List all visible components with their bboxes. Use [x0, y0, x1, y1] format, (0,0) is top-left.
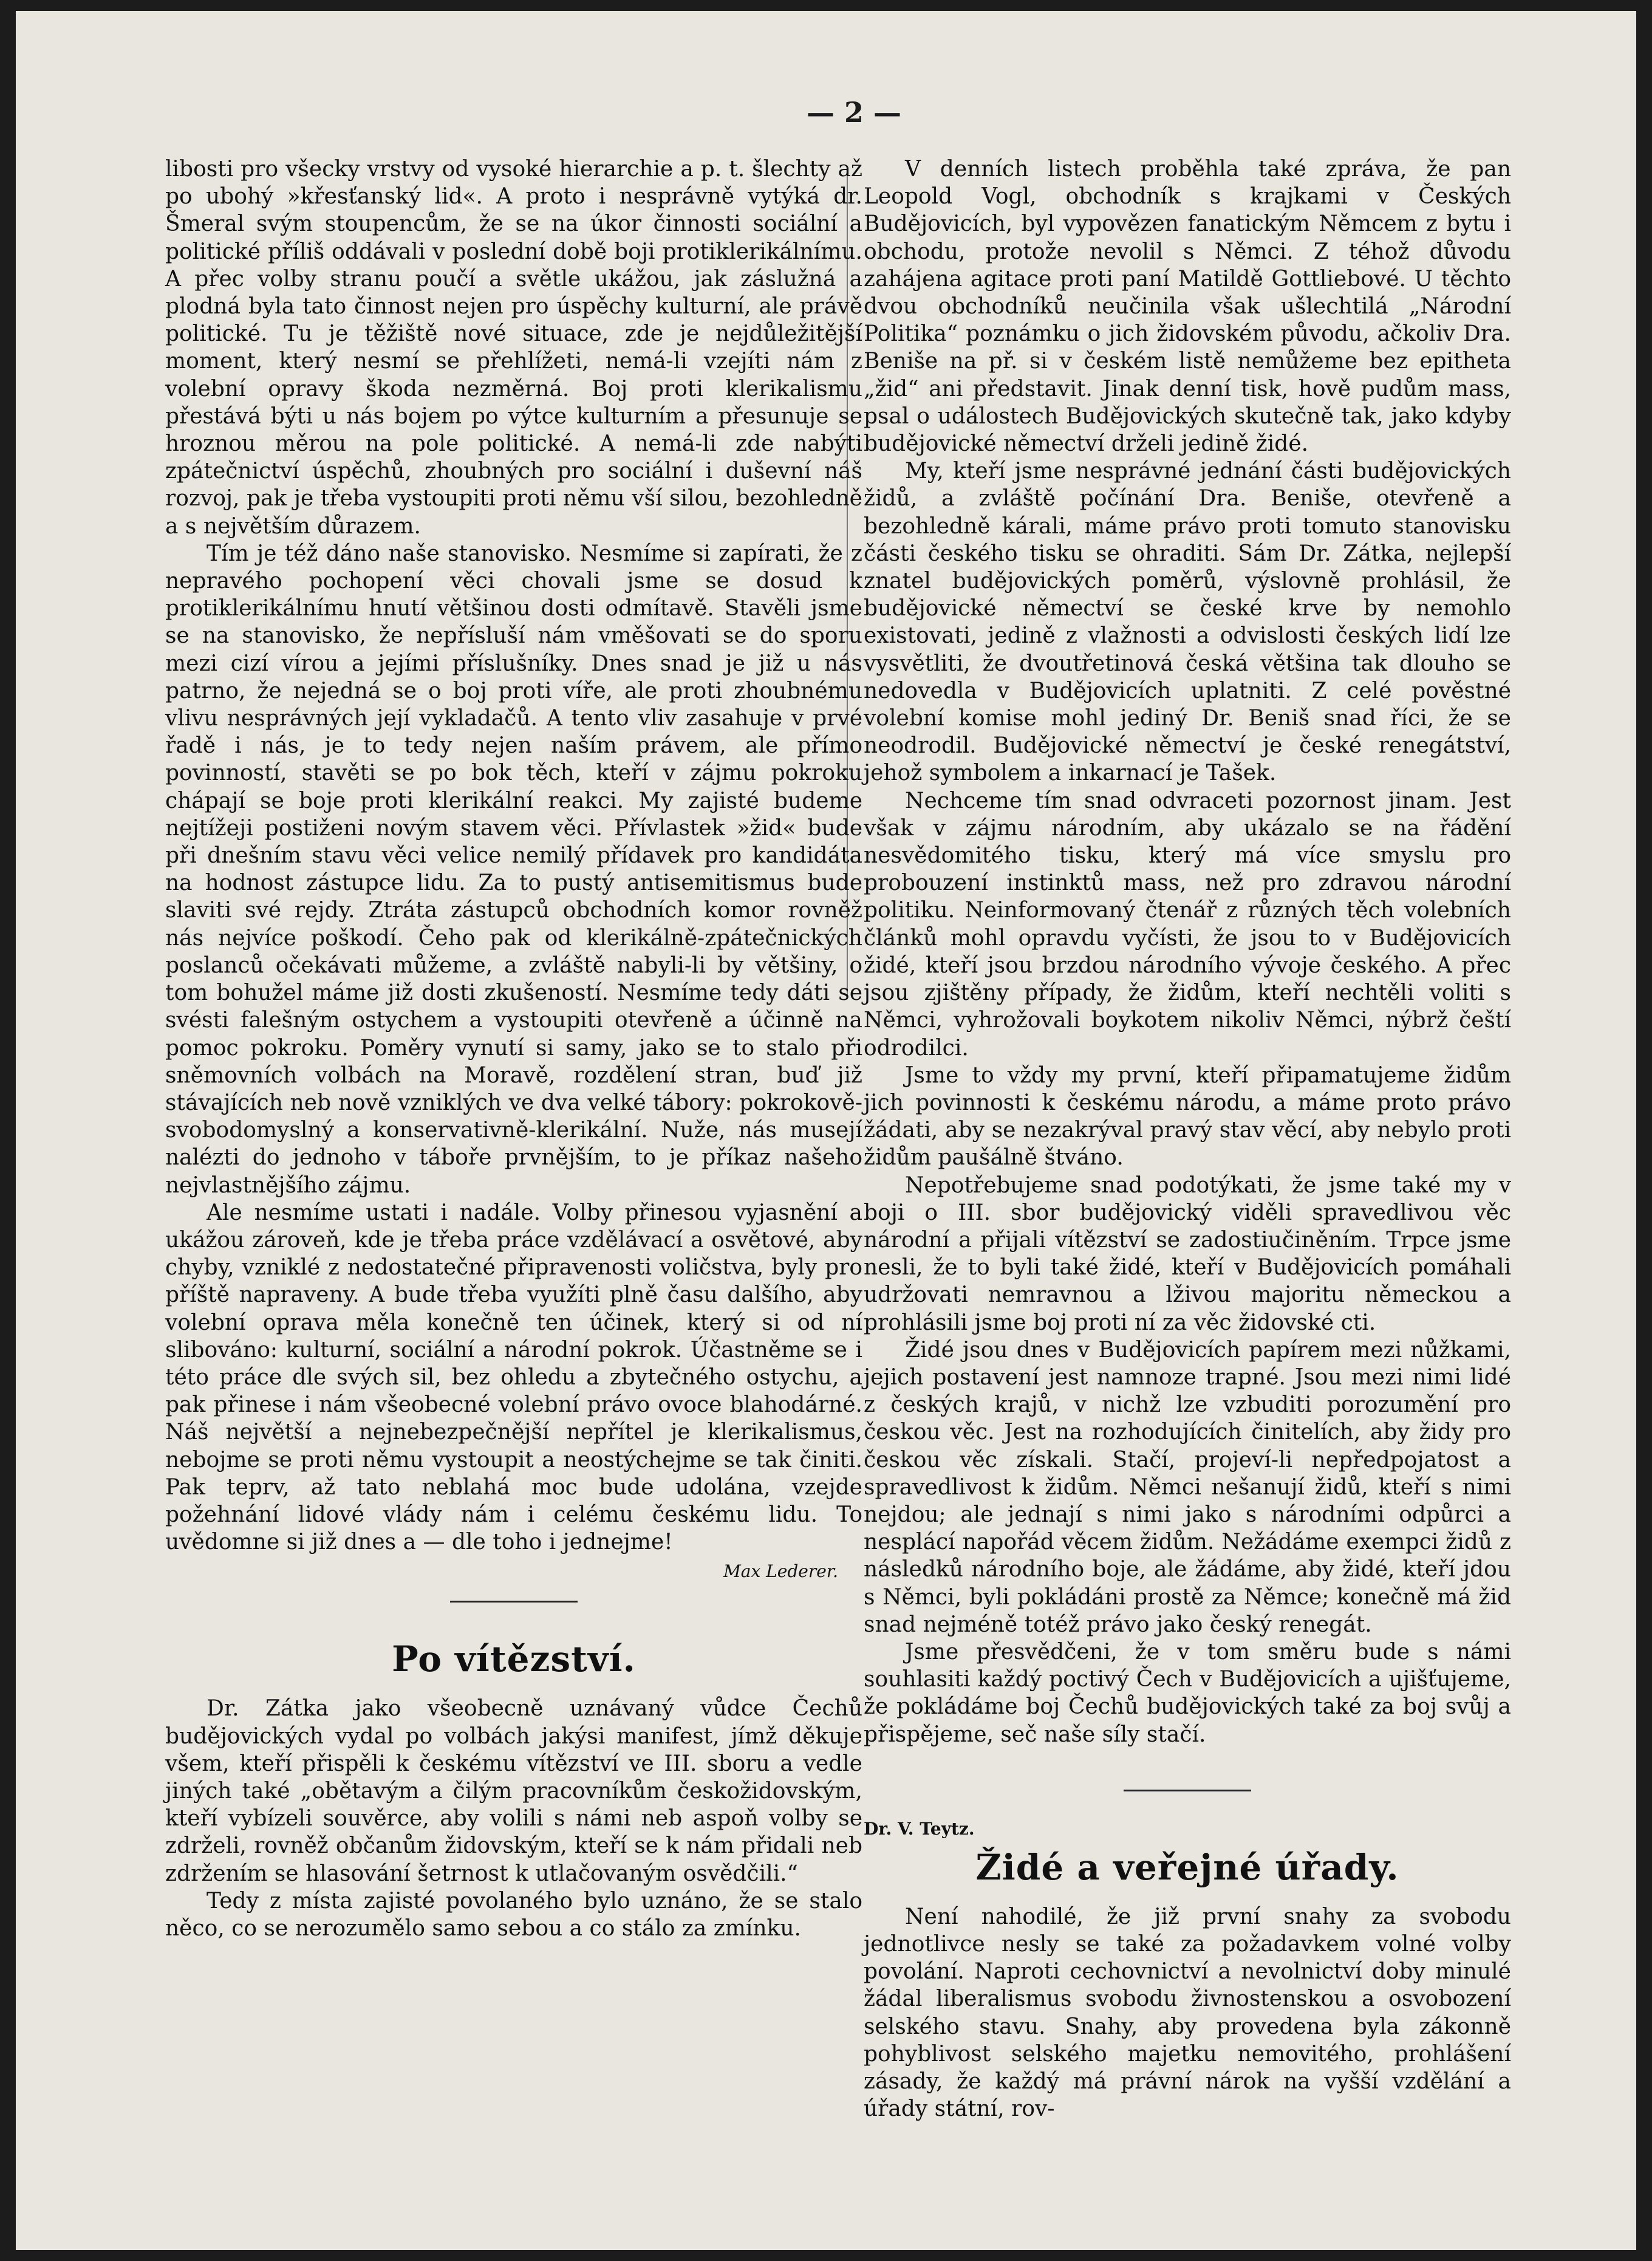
- right-column: [864, 156, 1511, 2122]
- section-paragraph-1: Není nahodilé, že již první snahy za svobodu jednotlivce nesly se také za požadavkem volné volby povolání. Naproti cechovnictví a nevolnictví doby minulé žádal liberalismus svobodu živnostenskou a osvobození selského stavu. Snahy, aby provedena byla zákonně pohyblivost selského majetku nemovitého, prohlášení zásady, že každý má právní nárok na vyšší vzdělání a úřady státní, rov-: [864, 1904, 1511, 2122]
- right-paragraph-1: V denních listech proběhla také zpráva, že pan Leopold Vogl, obchodník s krajkami v Českých Budějovicích, byl vypovězen fanatickým Němcem z bytu i obchodu, protože nevolil s Němci. Z téhož důvodu zahájena agitace proti paní Matildě Gottliebové. U těchto dvou obchodníků neučinila však ušlechtilá „Národní Politika“ poznámku o jich židovském původu, ačkoliv Dra. Beniše na př. si v českém listě nemůžeme bez epitheta „žid“ ani představit. Jinak denní tisk, hově pudům mass, psal o událostech Budějovických skutečně tak, jako kdyby budějovické němectví drželi jedině židé.: [864, 157, 1511, 457]
- section-rule: [450, 1601, 578, 1603]
- page-number: — 2 —: [806, 96, 902, 129]
- section-paragraph-2: Tedy z místa zajisté povolaného bylo uznáno, že se stalo něco, co se nerozumělo samo sebou a co stálo za zmínku.: [165, 1888, 862, 1941]
- article-paragraph-2: Tím je též dáno naše stanovisko. Nesmíme si zapírati, že z nepravého pochopení věci chovali jsme se dosud k protiklerikálnímu hnutí většinou dosti odmítavě. Stavěli jsme se na stanovisko, že nepřísluší nám vměšovati se do sporu mezi cizí vírou a jejími příslušníky. Dnes snad je již u nás patrno, že nejedná se o boj proti víře, ale proti zhoubnému vlivu nesprávných její vykladačů. A tento vliv zasahuje v prvé řadě i nás, je to tedy nejen naším právem, ale přímo povinností, stavěti se po bok těch, kteří v zájmu pokroku chápají se boje proti klerikální reakci. My zajisté budeme nejtížeji postiženi novým stavem věci. Přívlastek »žid« bude při dnešním stavu věci velice nemilý přídavek pro kandidáta na hodnost zástupce lidu. Za to pustý antisemitismus bude slaviti své rejdy. Ztráta zástupců obchodních komor rovněž nás nejvíce poškodí. Čeho pak od klerikálně-zpátečnických poslanců očekávati můžeme, a zvláště nabyli-li by většiny, o tom bohužel máme již dosti zkušeností. Nesmíme tedy dáti se svésti falešným ostychem a vystoupiti otevřeně a účinně na pomoc pokroku. Poměry vynutí si samy, jako se to stalo při sněmovních volbách na Moravě, rozdělení stran, buď již stávajících neb nově vzniklých ve dva velké tábory: pokrokově-svobodomyslný a konservativně-klerikální. Nuže, nás musejí nalézti do jednoho v táboře prvnějším, to je příkaz našeho nejvlastnějšího zájmu.: [165, 541, 862, 1198]
- right-paragraph-6: Židé jsou dnes v Budějovicích papírem mezi nůžkami, jejich postavení jest namnoze trapné. Jsou mezi nimi lidé z českých krajů, v nichž lze vzbuditi porozumění pro českou věc. Jest na rozhodujících činitelích, aby židy pro českou věc získali. Stačí, projeví-li nepředpojatost a spravedlivost k židům. Němci nešanují židů, kteří s nimi nejdou; ale jednají s nimi jako s národními odpůrci a nesplácí napořád věcem židům. Nežádáme exempci židů z následků národního boje, ale žádáme, aby židé, kteří jdou s Němci, byli pokládáni prostě za Němce; konečně má žid snad nejméně totéž právo jako český renegát.: [864, 1337, 1511, 1637]
- section-title-zide-a-verejne-urady: Židé a veřejné úřady.: [975, 1846, 1399, 1888]
- right-paragraph-4: Jsme to vždy my první, kteří připamatujeme židům jich povinnosti k českému národu, a máme proto právo žádati, aby se nezakrýval pravý stav věcí, aby nebylo proti židům paušálně štváno.: [864, 1062, 1511, 1171]
- article-paragraph-1: libosti pro všecky vrstvy od vysoké hierarchie a p. t. šlechty až po ubohý »křesťanský lid«. A proto i nesprávně vytýká dr. Šmeral svým stoupencům, že se na úkor činnosti sociální a politické příliš oddávali v poslední době boji protiklerikálnímu. A přec volby stranu poučí a světle ukážou, jak záslužná a plodná byla tato činnost nejen pro úspěchy kulturní, ale právě politické. Tu je těžiště nové situace, zde je nejdůležitější moment, který nesmí se přehlížeti, nemá-li vzejíti nám z volební opravy škoda nezměrná. Boj proti klerikalismu přestává býti u nás bojem po výtce kulturním a přesunuje se hroznou měrou na pole politické. A nemá-li zde nabýti zpátečnictví úspěchů, zhoubných pro sociální i duševní náš rozvoj, pak je třeba vystoupiti proti němu vší silou, bezohledně a s největším důrazem.: [165, 157, 862, 539]
- newspaper-page: [16, 11, 1636, 2250]
- section-rule: [1124, 1790, 1251, 1791]
- section-paragraph-1: Dr. Zátka jako všeobecně uznávaný vůdce Čechů budějovických vydal po volbách jakýsi manifest, jímž děkuje všem, kteří přispěli k českému vítězství ve III. sboru a vedle jiných také „obětavým a čilým pracovníkům českožidovským, kteří vybízeli souvěrce, aby volili s námi neb aspoň volby se zdrželi, rovněž občanům židovským, kteří se k nám přidali neb zdržením se hlasování šetrnost k utlačovaným osvědčili.“: [165, 1696, 862, 1886]
- left-column: [165, 156, 862, 1942]
- right-paragraph-7: Jsme přesvědčeni, že v tom směru bude s námi souhlasiti každý poctivý Čech v Budějovicích a ujišťujeme, že pokládáme boj Čechů budějovických také za boj svůj a přispějeme, seč naše síly stačí.: [864, 1639, 1511, 1747]
- right-paragraph-2: My, kteří jsme nesprávné jednání části budějovických židů, a zvláště počínání Dra. Beniše, otevřeně a bezohledně kárali, máme právo proti tomuto stanovisku části českého tisku se ohraditi. Sám Dr. Zátka, nejlepší znatel budějovických poměrů, výslovně prohlásil, že budějovické němectví se české krve by nemohlo existovati, jedině z vlažnosti a odvislosti českých lidí lze vysvětliti, že dvoutřetinová česká většina tak dlouho se nedovedla v Budějovicích uplatniti. Z celé pověstné volební komise mohl jediný Dr. Beniš snad říci, že se neodrodil. Budějovické němectví je české renegátství, jehož symbolem a inkarnací je Tašek.: [864, 459, 1511, 786]
- right-paragraph-5: Nepotřebujeme snad podotýkati, že jsme také my v boji o III. sbor budějovický viděli spravedlivou věc národní a přijali vítězství se zadostiučiněním. Trpce jsme nesli, že to byli také židé, kteří v Budějovicích pomáhali udržovati nemravnou a lživou majoritu německou a prohlásili jsme boj proti ní za věc židovské cti.: [864, 1172, 1511, 1335]
- author-signature: Max Lederer.: [723, 1561, 838, 1582]
- section-title-po-vitezstvi: Po vítězství.: [392, 1638, 636, 1680]
- article-paragraph-3: Ale nesmíme ustati i nadále. Volby přinesou vyjasnění a ukážou zároveň, kde je třeba práce vzdělávací a osvětové, aby chyby, vzniklé z nedostatečné připravenosti voličstva, byly pro příště napraveny. A bude třeba využíti plně času dalšího, aby volební oprava měla konečně ten účinek, který si od ní slibováno: kulturní, sociální a národní pokrok. Účastněme se i této práce dle svých sil, bez ohledu a zbytečného ostychu, a pak přinese i nám všeobecné volební právo ovoce blahodárné. Náš největší a nejnebezpečnější nepřítel je klerikalismus, nebojme se proti němu vystoupit a neostýchejme se tak činiti. Pak teprv, až tato neblahá moc bude udolána, vzejde požehnání lidové vlády nám i celému českému lidu. To uvědomne si již dnes a — dle toho i jednejme!: [165, 1200, 862, 1555]
- right-paragraph-3: Nechceme tím snad odvraceti pozornost jinam. Jest však v zájmu národním, aby ukázalo se na řádění nesvědomitého tisku, který má více smyslu pro probouzení instinktů mass, než pro zdravou národní politiku. Neinformovaný čtenář z různých těch volebních článků mohl opravdu vyčísti, že jsou to v Budějovicích židé, kteří jsou brzdou národního vývoje českého. A přec jsou zjištěny případy, že židům, kteří nechtěli voliti s Němci, vyhrožovali boykotem nikoliv Němci, nýbrž čeští odrodilci.: [864, 788, 1511, 1061]
- author-byline: Dr. V. Teytz.: [864, 1818, 975, 1839]
